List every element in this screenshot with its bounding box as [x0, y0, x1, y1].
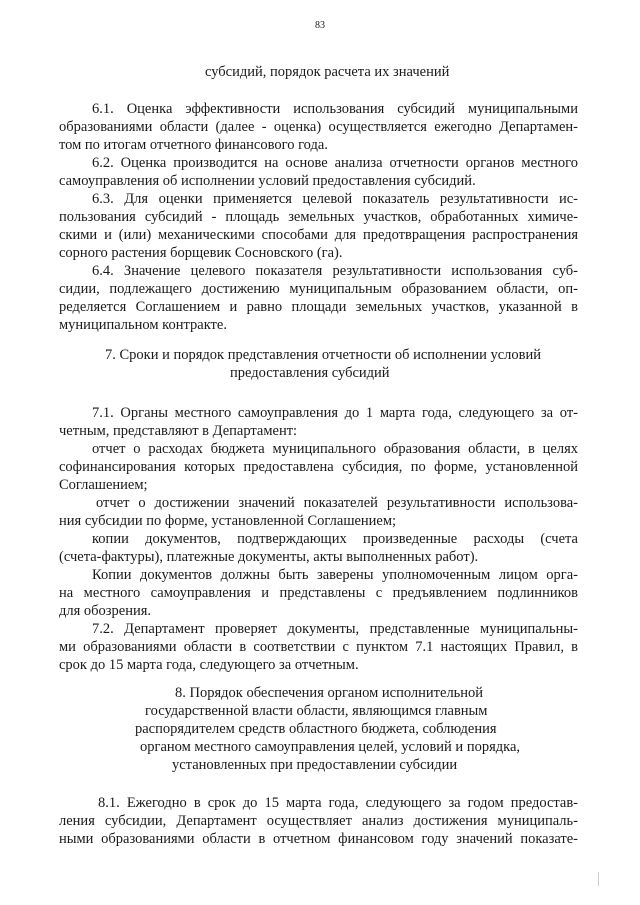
scan-edge-mark — [598, 872, 599, 886]
paragraph-6-1-line-3: том по итогам отчетного финансового года. — [59, 137, 328, 153]
paragraph-6-1-line-2: образованиями области (далее - оценка) осуществляется ежегодно Департамен- — [59, 119, 578, 135]
list-item-3-line-1: копии документов, подтверждающих произведенные расходы (счета — [92, 531, 578, 547]
paragraph-6-3-line-4: сорного растения борщевик Сосновского (га). — [59, 245, 343, 261]
paragraph-copies-line-2: на местного самоуправления и представлены с предъявлением подлинников — [59, 585, 578, 601]
paragraph-7-2-line-1: 7.2. Департамент проверяет документы, представленные муниципальны- — [92, 621, 578, 637]
paragraph-8-1-line-3: ными образованиями области в отчетном финансовом году значений показате- — [59, 831, 578, 847]
paragraph-7-1-line-1: 7.1. Органы местного самоуправления до 1 марта года, следующего за от- — [92, 405, 578, 421]
paragraph-copies-line-3: для обозрения. — [59, 603, 152, 619]
paragraph-6-4-line-4: муниципальном контракте. — [59, 317, 227, 333]
paragraph-6-4-line-3: ределяется Соглашением и равно площади земельных участков, указанной в — [59, 299, 578, 315]
section-7-heading-line-1: 7. Сроки и порядок представления отчетности об исполнении условий — [105, 347, 541, 363]
section-6-title-continuation: субсидий, порядок расчета их значений — [205, 64, 450, 80]
section-8-heading-line-4: органом местного самоуправления целей, условий и порядка, — [140, 739, 521, 755]
paragraph-8-1-line-1: 8.1. Ежегодно в срок до 15 марта года, следующего за годом предостав- — [98, 795, 578, 811]
section-8-heading-line-3: распорядителем средств областного бюджета, соблюдения — [135, 721, 497, 737]
paragraph-6-3-line-1: 6.3. Для оценки применяется целевой показатель результативности ис- — [92, 191, 578, 207]
list-item-3-line-2: (счета-фактуры), платежные документы, акты выполненных работ). — [59, 549, 479, 565]
section-8-heading-line-2: государственной власти области, являющимся главным — [145, 703, 488, 719]
paragraph-7-2-line-2: ми образованиями области в соответствии с пунктом 7.1 настоящих Правил, в — [59, 639, 578, 655]
list-item-2-line-2: ния субсидии по форме, установленной Соглашением; — [59, 513, 397, 529]
paragraph-6-4-line-1: 6.4. Значение целевого показателя результативности использования суб- — [92, 263, 578, 279]
list-item-2-line-1: отчет о достижении значений показателей результативности использова- — [96, 495, 578, 511]
page-number: 83 — [315, 20, 325, 31]
paragraph-copies-line-1: Копии документов должны быть заверены уполномоченным лицом орга- — [92, 567, 578, 583]
paragraph-6-4-line-2: сидии, подлежащего достижению муниципальным образованием области, оп- — [59, 281, 578, 297]
paragraph-6-2-line-2: самоуправления об исполнении условий предоставления субсидий. — [59, 173, 476, 189]
paragraph-7-2-line-3: срок до 15 марта года, следующего за отчетным. — [59, 657, 359, 673]
section-7-heading-line-2: предоставления субсидий — [230, 365, 390, 381]
paragraph-6-2-line-1: 6.2. Оценка производится на основе анализа отчетности органов местного — [92, 155, 578, 171]
paragraph-6-3-line-3: скими и (или) механическими способами для предотвращения распространения — [59, 227, 578, 243]
list-item-1-line-1: отчет о расходах бюджета муниципального образования области, в целях — [92, 441, 578, 457]
section-8-heading-line-1: 8. Порядок обеспечения органом исполнительной — [175, 685, 484, 701]
list-item-1-line-2: софинансирования которых предоставлена субсидия, по форме, установленной — [59, 459, 578, 475]
paragraph-8-1-line-2: ления субсидии, Департамент осуществляет анализ достижения муниципаль- — [59, 813, 578, 829]
section-8-heading-line-5: установленных при предоставлении субсидии — [172, 757, 458, 773]
paragraph-6-3-line-2: пользования субсидий - площадь земельных участков, обработанных химиче- — [59, 209, 578, 225]
list-item-1-line-3: Соглашением; — [59, 477, 148, 493]
paragraph-7-1-line-2: четным, представляют в Департамент: — [59, 423, 298, 439]
paragraph-6-1-line-1: 6.1. Оценка эффективности использования субсидий муниципальными — [92, 101, 578, 117]
